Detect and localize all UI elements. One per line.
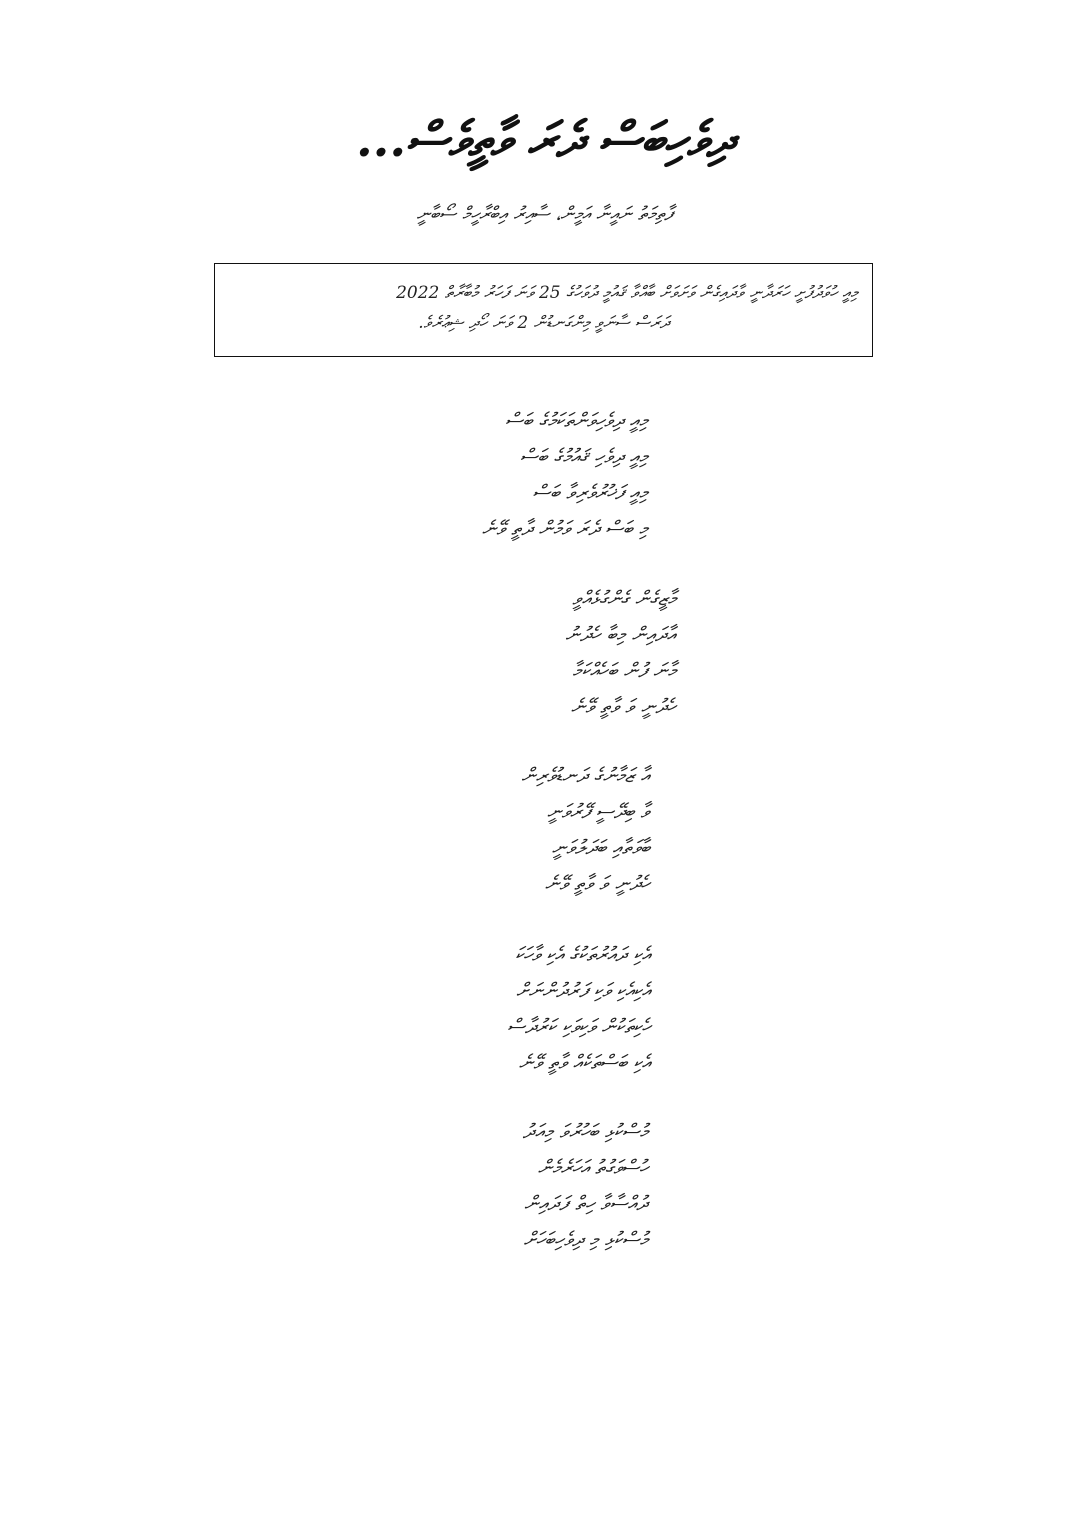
page-title: ދިވެހިބަސް ދެރަ ވާތީވެސް...: [355, 112, 734, 168]
verse: ހެދުނީ ވަ ވާތީ ވޭނެ: [571, 694, 676, 718]
verse: މިއީ ދިވެހި ޤައުމުގެ ބަސް: [520, 444, 648, 468]
verse: ހެކިތަކުން ވަކިވަކި ކަރުދާސް: [507, 1014, 650, 1038]
verse: ހުސްވަގުތު އަހަރެމެން: [537, 1155, 648, 1179]
verse: މިއީ ދިވެހިވަންތަކަމުގެ ބަސް: [505, 408, 648, 432]
verse: އެކި ބަސްތަކެއް ވާތީ ވޭނެ: [518, 1050, 650, 1074]
verse: އެކިއެކި ވަކި ފަރުދުންނަށް: [516, 978, 650, 1002]
verse: މާޒީގެން ގެންގުޅެއްވީ: [572, 586, 676, 610]
verse: މުސްކުޅި ބަހުރުވަ މިއަދު: [522, 1119, 648, 1143]
verse: ހެދުނީ ވަ ވާތީ ވޭނެ: [545, 871, 650, 895]
verse: މި ބަސް ދެރަ ވަމުން ދާތީ ވޭނެ: [482, 516, 648, 540]
stanza-1: [418, 402, 648, 546]
verse: ބާވަތާއި ބަދަލުވަނީ: [551, 835, 650, 859]
verse: ދުއްސާވާ ހިތް ފަދައިން: [524, 1191, 648, 1215]
stanza-2: [446, 580, 676, 724]
competition-notice-box: [214, 263, 873, 357]
verse: މުސްކުޅި މި ދިވެހިބަހަށް: [523, 1227, 648, 1251]
verse: މިއީ ފަޚުރުވެރިވާ ބަސް: [532, 480, 648, 504]
notice-line-1: މިއީ ހުވަދުފުށީ ހަރަދާނީ ވާދައިގެން ވަށަވަށް ބާއްވާ ޤައުމީ ދުވަހުގެ 25 ވަނަ ފަހަރު މުބާރާތް 2022: [396, 283, 858, 303]
author-line: ފާތިމަތު ނައީނާ އަމީން، ސާއިރު އިބްރާހީމް ސޯބާނީ: [416, 203, 673, 225]
stanza-5: [418, 1113, 648, 1257]
verse: އާދައިން މިބާ ހެދުނު: [565, 622, 676, 646]
verse: އެކި ދައުރުތަކުގެ އެކި ވާހަކަ: [515, 942, 650, 966]
verse: މާނަ ފުން ބަހެއްކަމާ: [572, 658, 676, 682]
verse: އާ ޒަމާނުގެ ދަނޑުވެރިން: [521, 763, 650, 787]
stanza-4: [420, 936, 650, 1080]
notice-line-2: ދަރަސް ސާނަވީ މިންގަނޑުން 2 ވަނަ ހޯދި ޝިޢުރެވެ.: [418, 313, 669, 333]
verse: ވާ ބިދޭސީ ފޭރުވަނީ: [547, 799, 650, 823]
stanza-3: [420, 757, 650, 901]
